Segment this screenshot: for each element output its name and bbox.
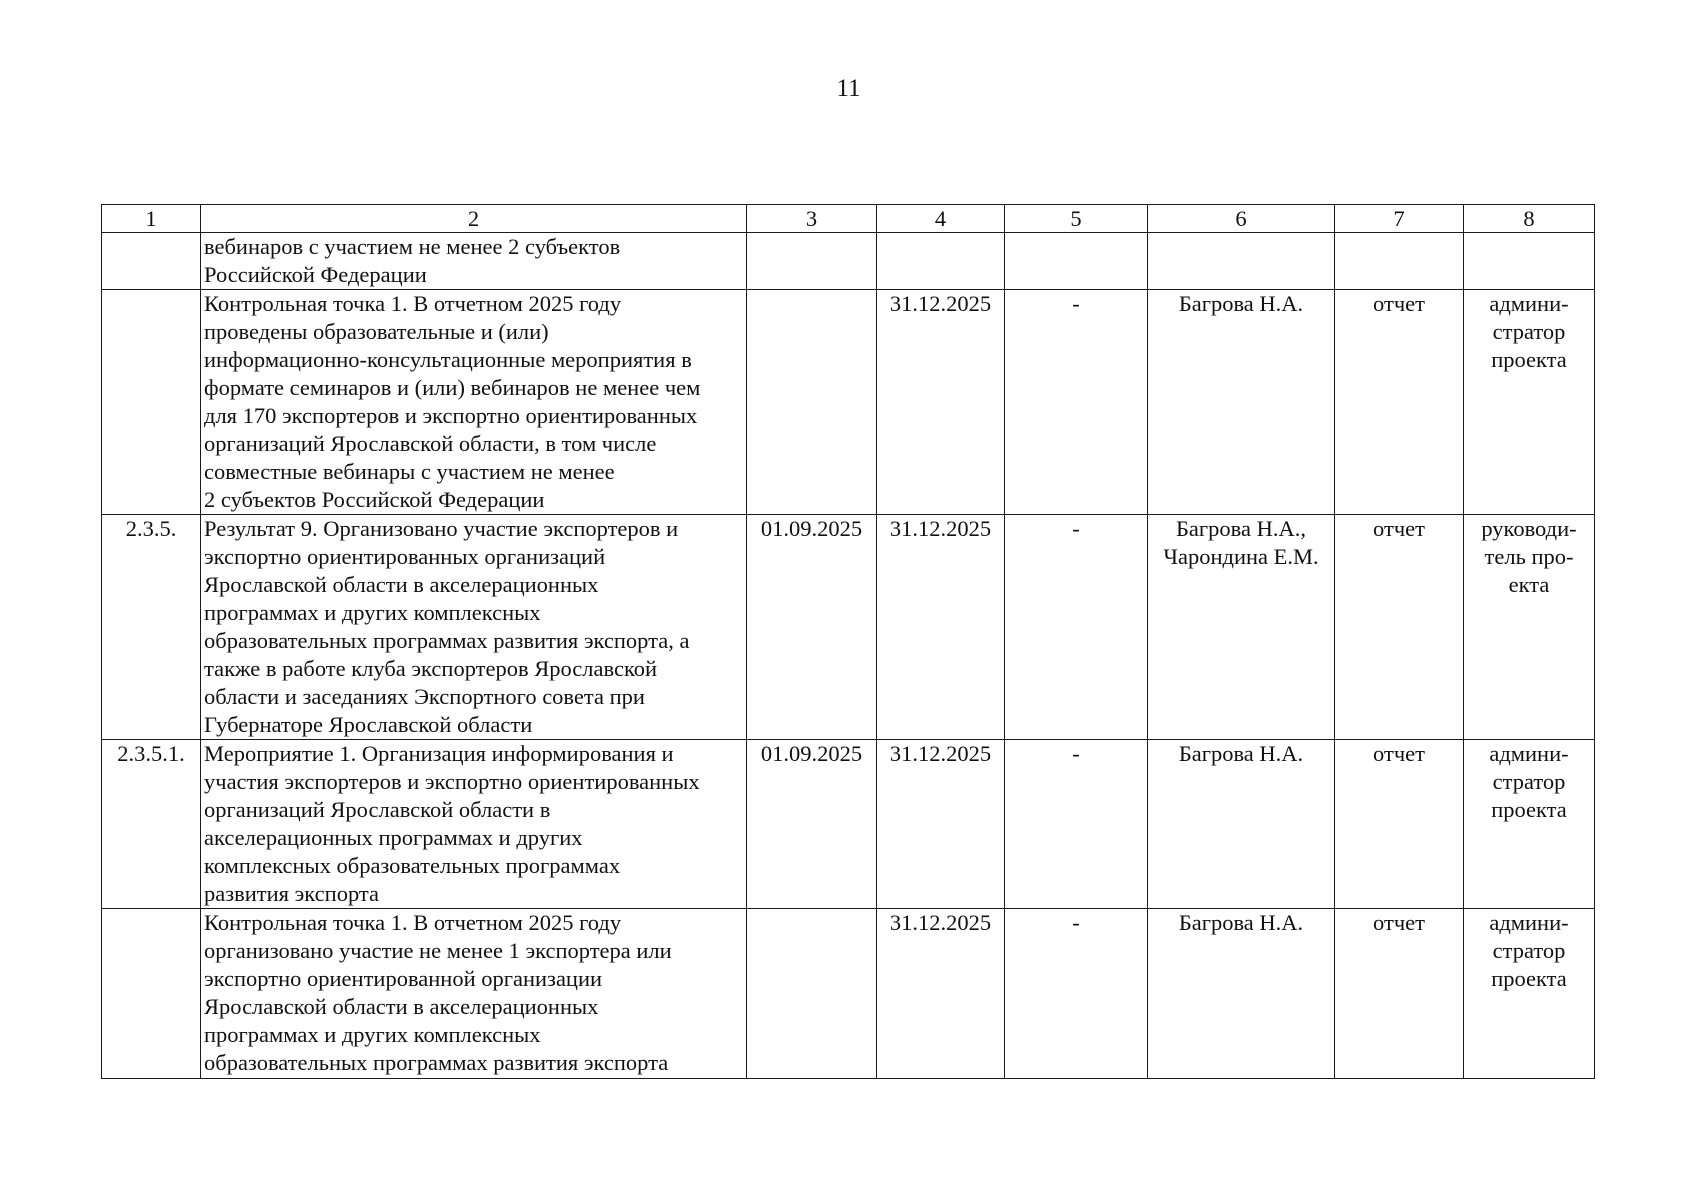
column-number: 1 <box>102 205 201 233</box>
role-cell <box>1464 290 1595 515</box>
description-cell <box>201 909 747 1079</box>
description-line: также в работе клуба экспортеров Ярославской <box>204 656 658 681</box>
description-line: образовательных программах развития экспорта, а <box>204 628 690 653</box>
start-date-cell <box>747 233 877 290</box>
column-number: 8 <box>1464 205 1595 233</box>
description-cell <box>201 740 747 909</box>
description-line: Мероприятие 1. Организация информирования и <box>204 741 674 766</box>
description-line: организовано участие не менее 1 экспортера или <box>204 938 672 963</box>
responsible-line: Багрова Н.А. <box>1178 910 1304 935</box>
document-type-cell: отчет <box>1335 515 1464 740</box>
responsible-line: Чарондина Е.М. <box>1163 544 1319 569</box>
description-line: развития экспорта <box>204 881 379 906</box>
description-line: участия экспортеров и экспортно ориентированных <box>204 769 700 794</box>
column-number: 6 <box>1148 205 1335 233</box>
start-date-cell <box>747 909 877 1079</box>
description-line: вебинаров с участием не менее 2 субъектов <box>204 234 621 259</box>
responsible-cell <box>1148 290 1335 515</box>
responsible-cell <box>1148 233 1335 290</box>
description-line: Результат 9. Организовано участие экспортеров и <box>204 516 679 541</box>
responsible-line: Багрова Н.А. <box>1178 741 1304 766</box>
role-line: стратор <box>1492 319 1566 344</box>
role-line: стратор <box>1492 769 1566 794</box>
item-number-cell: 2.3.5.1. <box>102 740 201 909</box>
role-line: стратор <box>1492 938 1566 963</box>
description-line: экспортно ориентированной организации <box>204 966 603 991</box>
role-cell <box>1464 909 1595 1079</box>
role-line: тель про- <box>1484 544 1574 569</box>
description-line: информационно-консультационные мероприятия в <box>204 347 692 372</box>
start-date-cell: 01.09.2025 <box>747 740 877 909</box>
role-line: екта <box>1508 572 1550 597</box>
column-number: 4 <box>877 205 1005 233</box>
column-5-cell: - <box>1005 515 1148 740</box>
description-line: совместные вебинары с участием не менее <box>204 459 615 484</box>
description-line: программах и других комплексных <box>204 600 541 625</box>
description-line: Контрольная точка 1. В отчетном 2025 году <box>204 291 622 316</box>
responsible-line: Багрова Н.А. <box>1178 291 1304 316</box>
role-cell <box>1464 233 1595 290</box>
description-cell <box>201 515 747 740</box>
column-5-cell: - <box>1005 909 1148 1079</box>
description-line: организаций Ярославской области, в том числе <box>204 431 657 456</box>
description-line: программах и других комплексных <box>204 1022 541 1047</box>
column-5-cell <box>1005 233 1148 290</box>
description-line: экспортно ориентированных организаций <box>204 544 606 569</box>
description-line: комплексных образовательных программах <box>204 853 621 878</box>
item-number-cell: 2.3.5. <box>102 515 201 740</box>
description-cell <box>201 290 747 515</box>
column-5-cell: - <box>1005 740 1148 909</box>
description-line: Ярославской области в акселерационных <box>204 572 599 597</box>
end-date-cell: 31.12.2025 <box>877 909 1005 1079</box>
document-type-cell <box>1335 233 1464 290</box>
column-number: 2 <box>201 205 747 233</box>
role-line: админи- <box>1489 741 1569 766</box>
role-line: проекта <box>1491 347 1567 372</box>
end-date-cell: 31.12.2025 <box>877 290 1005 515</box>
responsible-cell <box>1148 740 1335 909</box>
item-number-cell <box>102 233 201 290</box>
end-date-cell: 31.12.2025 <box>877 740 1005 909</box>
role-line: проекта <box>1491 966 1567 991</box>
document-type-cell: отчет <box>1335 740 1464 909</box>
table-row <box>102 515 1595 740</box>
column-number-row <box>102 205 1595 233</box>
description-line: проведены образовательные и (или) <box>204 319 549 344</box>
description-line: Контрольная точка 1. В отчетном 2025 году <box>204 910 622 935</box>
role-cell <box>1464 515 1595 740</box>
table-row <box>102 233 1595 290</box>
responsible-cell <box>1148 515 1335 740</box>
role-cell <box>1464 740 1595 909</box>
description-line: области и заседаниях Экспортного совета при <box>204 684 645 709</box>
end-date-cell <box>877 233 1005 290</box>
role-line: проекта <box>1491 797 1567 822</box>
description-line: образовательных программах развития экспорта <box>204 1050 669 1075</box>
end-date-cell: 31.12.2025 <box>877 515 1005 740</box>
description-line: Ярославской области в акселерационных <box>204 994 599 1019</box>
document-type-cell: отчет <box>1335 290 1464 515</box>
role-line: руководи- <box>1481 516 1577 541</box>
table-row <box>102 290 1595 515</box>
description-line: организаций Ярославской области в <box>204 797 551 822</box>
table-row <box>102 740 1595 909</box>
column-number: 3 <box>747 205 877 233</box>
column-number: 5 <box>1005 205 1148 233</box>
item-number-cell <box>102 909 201 1079</box>
description-line: Российской Федерации <box>204 262 427 287</box>
start-date-cell <box>747 290 877 515</box>
item-number-cell <box>102 290 201 515</box>
responsible-line: Багрова Н.А., <box>1176 516 1306 541</box>
description-line: для 170 экспортеров и экспортно ориентированных <box>204 403 698 428</box>
description-line: Губернаторе Ярославской области <box>204 712 533 737</box>
role-line: админи- <box>1489 910 1569 935</box>
description-line: 2 субъектов Российской Федерации <box>204 487 545 512</box>
description-line: формате семинаров и (или) вебинаров не менее чем <box>204 375 701 400</box>
responsible-cell <box>1148 909 1335 1079</box>
start-date-cell: 01.09.2025 <box>747 515 877 740</box>
column-5-cell: - <box>1005 290 1148 515</box>
page-number: 11 <box>836 75 861 102</box>
description-cell <box>201 233 747 290</box>
column-number: 7 <box>1335 205 1464 233</box>
document-type-cell: отчет <box>1335 909 1464 1079</box>
plan-table <box>101 204 1595 1079</box>
description-line: акселерационных программах и других <box>204 825 583 850</box>
table-body <box>102 233 1595 1079</box>
table-row <box>102 909 1595 1079</box>
role-line: админи- <box>1489 291 1569 316</box>
